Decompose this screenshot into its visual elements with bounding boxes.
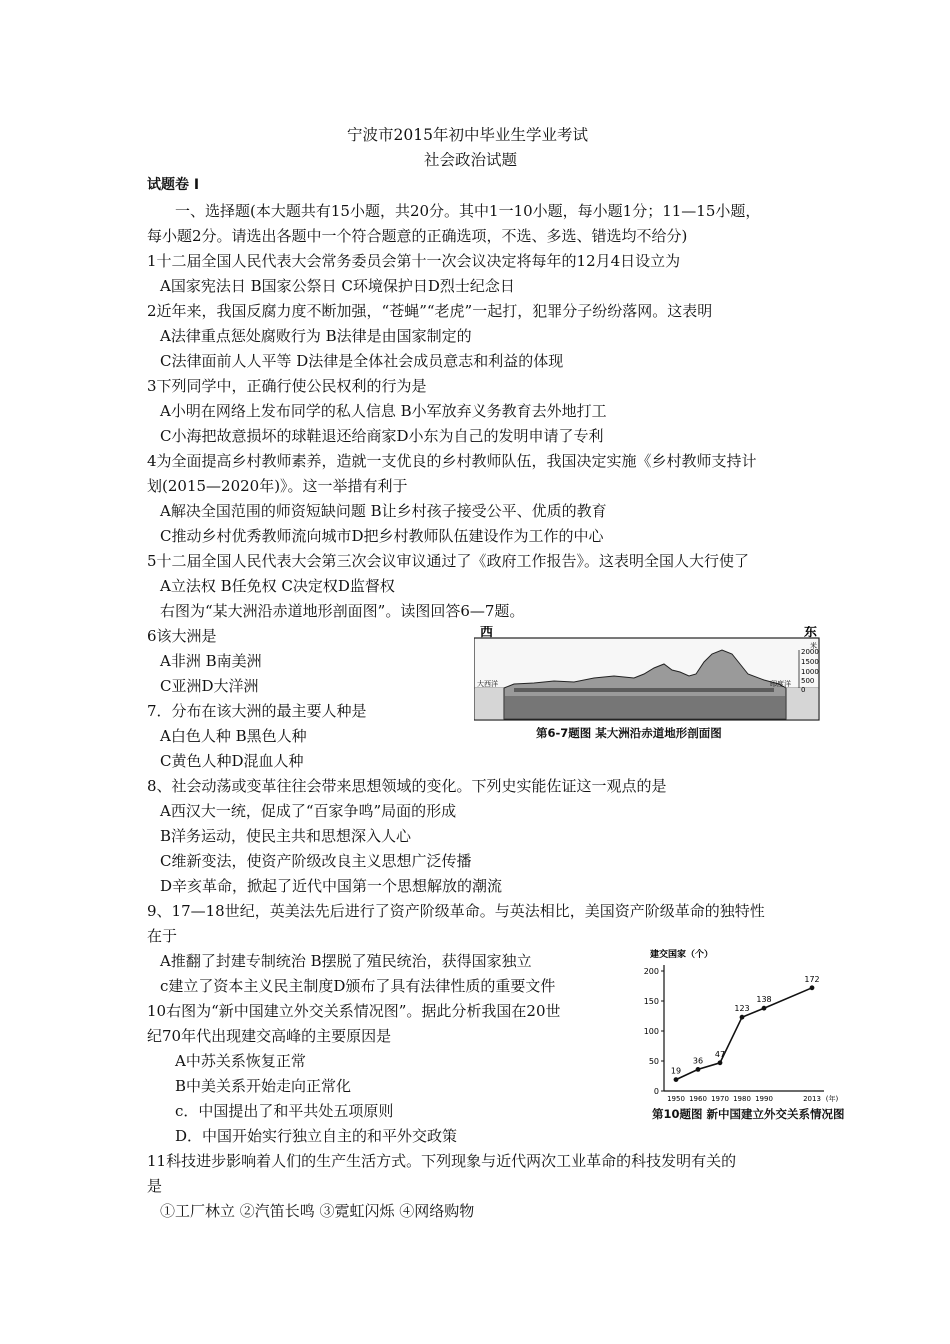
question-11-stem-2: 是 xyxy=(147,1177,163,1195)
data-point xyxy=(810,985,815,990)
tick-1000: 1000 xyxy=(801,668,819,676)
question-3-stem: 3下列同学中，正确行使公民权利的行为是 xyxy=(147,377,427,395)
data-point xyxy=(740,1015,745,1020)
question-8-option-c: C维新变法，使资产阶级改良主义思想广泛传播 xyxy=(160,852,472,870)
tick-1500: 1500 xyxy=(801,658,819,666)
x-unit-label: (年) xyxy=(825,1095,839,1103)
x-tick-label: 2013 xyxy=(803,1095,821,1103)
y-tick-label: 50 xyxy=(648,1057,659,1066)
question-9-options-2: c建立了资本主义民主制度D颁布了具有法律性质的重要文件 xyxy=(160,977,556,995)
east-label: 东 xyxy=(804,626,818,640)
question-7-options-1: A白色人种 B黑色人种 xyxy=(160,727,307,745)
exam-title: 宁波市2015年初中毕业生学业考试 xyxy=(347,126,588,144)
question-2-stem: 2近年来，我国反腐力度不断加强，“苍蝇”“老虎”一起打，犯罪分子纷纷落网。这表明 xyxy=(147,302,713,320)
question-4-stem-2: 划(2015—2020年)》。这一举措有利于 xyxy=(147,477,408,495)
data-label: 19 xyxy=(670,1066,682,1076)
right-ocean-label: 印度洋 xyxy=(770,680,791,688)
question-10-option-d: D．中国开始实行独立自主的和平外交政策 xyxy=(175,1127,458,1145)
data-point xyxy=(674,1077,679,1082)
question-4-stem-1: 4为全面提高乡村教师素养，造就一支优良的乡村教师队伍，我国决定实施《乡村教师支持计 xyxy=(147,452,757,470)
west-label: 西 xyxy=(480,626,494,640)
x-tick-label: 1950 xyxy=(667,1095,685,1103)
data-point xyxy=(718,1060,723,1065)
data-label: 172 xyxy=(804,974,820,984)
x-tick-label: 1970 xyxy=(711,1095,729,1103)
data-label: 138 xyxy=(756,995,772,1005)
questions-6-7-intro: 右图为“某大洲沿赤道地形剖面图”。读图回答6—7题。 xyxy=(160,602,525,620)
question-10-stem-1: 10右图为“新中国建立外交关系情况图”。据此分析我国在20世 xyxy=(147,1002,561,1020)
section-instructions-1: 一、选择题(本大题共有15小题，共20分。其中1一10小题，每小题1分；11—15小题， xyxy=(175,202,761,220)
question-8-option-d: D辛亥革命，掀起了近代中国第一个思想解放的潮流 xyxy=(160,877,503,895)
question-6-stem: 6该大洲是 xyxy=(147,627,217,645)
x-tick-label: 1990 xyxy=(755,1095,773,1103)
data-point xyxy=(696,1067,701,1072)
y-tick-label: 150 xyxy=(643,997,659,1006)
question-10-option-c: c．中国提出了和平共处五项原则 xyxy=(175,1102,394,1120)
data-label: 36 xyxy=(692,1056,704,1066)
unit-label: 米 xyxy=(810,642,817,650)
question-1-options: A国家宪法日 B国家公祭日 C环境保护日D烈士纪念日 xyxy=(160,277,515,295)
question-4-options-1: A解决全国范围的师资短缺问题 B让乡村孩子接受公平、优质的教育 xyxy=(160,502,607,520)
diplomatic-chart-svg xyxy=(640,945,840,1105)
chart-y-label: 建交国家（个） xyxy=(650,950,714,960)
question-5-options: A立法权 B任免权 C决定权D监督权 xyxy=(160,577,395,595)
question-7-options-2: C黄色人种D混血人种 xyxy=(160,752,304,770)
question-3-options-2: C小海把故意损坏的球鞋退还给商家D小东为自己的发明申请了专利 xyxy=(160,427,604,445)
left-ocean-label: 大西洋 xyxy=(477,680,498,688)
series-line xyxy=(676,988,812,1080)
question-9-stem-2: 在于 xyxy=(147,927,178,945)
y-tick-label: 100 xyxy=(643,1027,659,1036)
question-6-options-1: A非洲 B南美洲 xyxy=(160,652,262,670)
question-10-stem-2: 纪70年代出现建交高峰的主要原因是 xyxy=(147,1027,392,1045)
diplomatic-relations-chart xyxy=(640,945,840,1105)
question-11-items: ①工厂林立 ②汽笛长鸣 ③霓虹闪烁 ④网络购物 xyxy=(160,1202,475,1220)
tick-2000: 2000 xyxy=(801,648,819,656)
question-8-option-a: A西汉大一统，促成了“百家争鸣”局面的形成 xyxy=(160,802,457,820)
question-8-option-b: B洋务运动，使民主共和思想深入人心 xyxy=(160,827,412,845)
exam-subtitle: 社会政治试题 xyxy=(424,151,518,169)
question-11-stem-1: 11科技进步影响着人们的生产生活方式。下列现象与近代两次工业革命的科技发明有关的 xyxy=(147,1152,737,1170)
question-6-options-2: C亚洲D大洋洲 xyxy=(160,677,259,695)
diplomatic-chart-caption: 第10题图 新中国建立外交关系情况图 xyxy=(652,1107,845,1121)
question-1-stem: 1十二届全国人民代表大会常务委员会第十一次会议决定将每年的12月4日设立为 xyxy=(147,252,681,270)
question-10-option-b: B中美关系开始走向正常化 xyxy=(175,1077,352,1095)
x-tick-label: 1980 xyxy=(733,1095,751,1103)
question-3-options-1: A小明在网络上发布同学的私人信息 B小军放弃义务教育去外地打工 xyxy=(160,402,607,420)
tick-500: 500 xyxy=(801,677,815,685)
y-tick-label: 200 xyxy=(643,967,659,976)
question-9-stem-1: 9、17—18世纪，英美法先后进行了资产阶级革命。与英法相比，美国资产阶级革命的独特性 xyxy=(147,902,765,920)
y-tick-label: 0 xyxy=(653,1087,659,1096)
data-label: 123 xyxy=(734,1004,750,1014)
data-point xyxy=(762,1006,767,1011)
question-9-options-1: A推翻了封建专制统治 B摆脱了殖民统治，获得国家独立 xyxy=(160,952,532,970)
question-2-options-1: A法律重点惩处腐败行为 B法律是由国家制定的 xyxy=(160,327,472,345)
terrain-figure-caption: 第6-7题图 某大洲沿赤道地形剖面图 xyxy=(536,726,722,740)
question-2-options-2: C法律面前人人平等 D法律是全体社会成员意志和利益的体现 xyxy=(160,352,564,370)
question-7-stem: 7．分布在该大洲的最主要人种是 xyxy=(147,702,367,720)
section-instructions-2: 每小题2分。请选出各题中一个符合题意的正确选项，不选、多选、错选均不给分) xyxy=(147,227,688,245)
question-5-stem: 5十二届全国人民代表大会第三次会议审议通过了《政府工作报告》。这表明全国人大行使了 xyxy=(147,552,750,570)
data-label: 47 xyxy=(714,1049,726,1059)
question-8-stem: 8、社会动荡或变革往往会带来思想领域的变化。下列史实能佐证这一观点的是 xyxy=(147,777,667,795)
tick-0: 0 xyxy=(801,686,806,694)
x-tick-label: 1960 xyxy=(689,1095,707,1103)
paper-label: 试题卷 Ⅰ xyxy=(147,177,200,193)
question-10-option-a: A中苏关系恢复正常 xyxy=(175,1052,306,1070)
question-4-options-2: C推动乡村优秀教师流向城市D把乡村教师队伍建设作为工作的中心 xyxy=(160,527,604,545)
